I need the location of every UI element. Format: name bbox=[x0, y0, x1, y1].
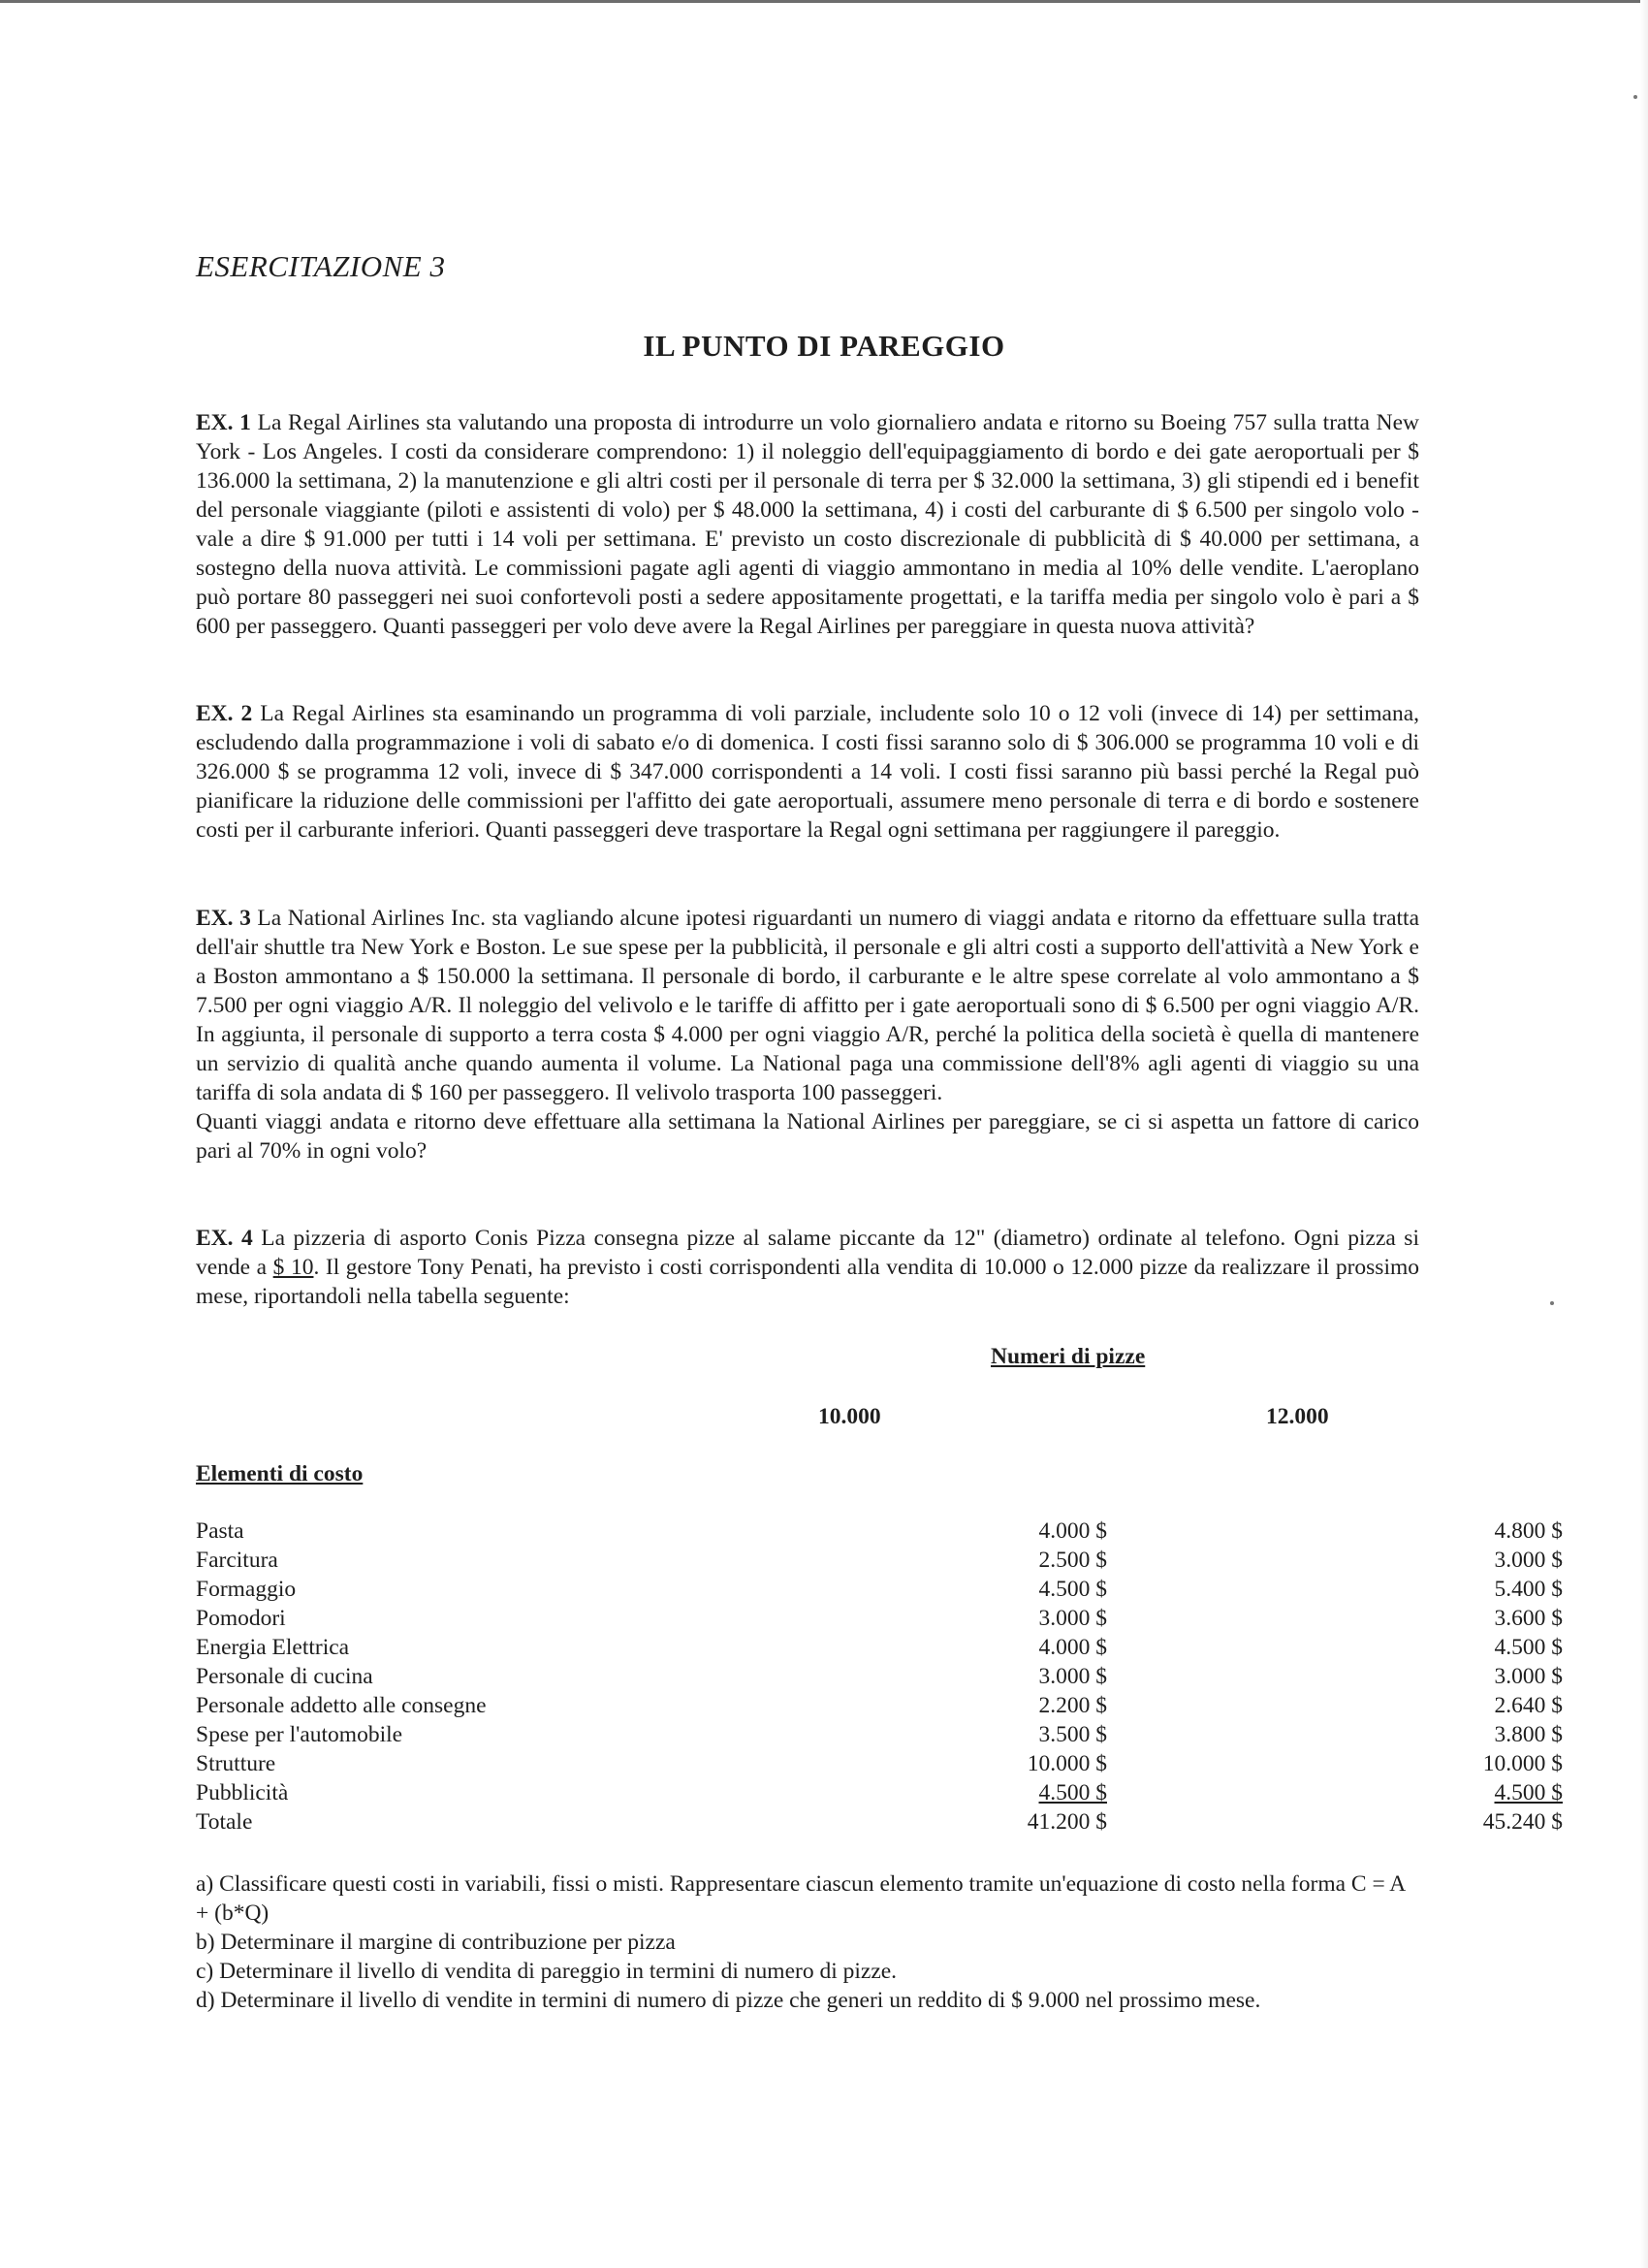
exercise-3 bbox=[196, 904, 1419, 1166]
table-row bbox=[196, 1749, 1563, 1778]
cost-item-label: Pasta bbox=[196, 1518, 244, 1544]
table-row bbox=[196, 1633, 1563, 1662]
table-row bbox=[196, 1720, 1563, 1749]
cost-10000: 3.000 $ bbox=[1038, 1606, 1107, 1631]
exercise-text: La National Airlines Inc. sta vagliando alcune ipotesi riguardanti un numero di viaggi andata e ritorno da effettuare sulla tratta dell'air shuttle tra New York e Boston. Le sue spese per la pubblicità, il personale e gli altri costi a supporto dell'attività a New York e a Boston ammontano a $ 150.000 la settimana. Il personale di bordo, il carburante e le altre spese correlate al volo ammontano a $ 7.500 per ogni viaggio A/R. Il noleggio del velivolo e le tariffe di affitto per i gate aeroportuali sono di $ 6.500 per ogni viaggio A/R. In aggiunta, il personale di supporto a terra costa $ 4.000 per ogni viaggio A/R, perché la politica della società è quella di mantenere un servizio di qualità anche quando aumenta il volume. La National paga una commissione dell'8% agli agenti di viaggio su una tariffa di sola andata di $ 160 per passeggero. Il velivolo trasporta 100 passeggeri. bbox=[196, 906, 1419, 1105]
cost-10000: 3.500 $ bbox=[1038, 1722, 1107, 1747]
column-header-12000: 12.000 bbox=[1266, 1404, 1329, 1429]
exercise-1 bbox=[196, 408, 1419, 641]
exercise-text: La Regal Airlines sta valutando una proposta di introdurre un volo giornaliero andata e ritorno su Boeing 757 sulla tratta New York - Los Angeles. I costi da considerare comprendono: 1) il noleggio dell'equipaggiamento di bordo e dei gate aeroportuali per $ 136.000 la settimana, 2) la manutenzione e gli altri costi per il personale di terra per $ 32.000 la settimana, 3) gli stipendi ed i benefit del personale viaggiante (piloti e assistenti di volo) per $ 48.000 la settimana, 4) i costi del carburante di $ 6.500 per singolo volo - vale a dire $ 91.000 per tutti i 14 voli per settimana. E' previsto un costo discrezionale di pubblicità di $ 40.000 per settimana, a sostegno della nuova attività. Le commissioni pagate agli agenti di viaggio ammontano in media al 10% delle vendite. L'aeroplano può portare 80 passeggeri nei suoi confortevoli posti a sedere appositamente progettati, e la tariffa media per singolo volo è pari a $ 600 per passeggero. Quanti passeggeri per volo deve avere la Regal Airlines per pareggiare in questa nuova attività? bbox=[196, 410, 1419, 639]
cost-10000: 2.200 $ bbox=[1038, 1693, 1107, 1718]
table-row bbox=[196, 1778, 1563, 1807]
exercise-text: La pizzeria di asporto Conis Pizza consegna pizze al salame piccante da 12" (diametro) ordinate al telefono. Ogni pizza si vende a bbox=[196, 1226, 1419, 1280]
cost-10000: 4.500 $ bbox=[1038, 1577, 1107, 1602]
cost-items-heading: Elementi di costo bbox=[196, 1461, 364, 1486]
cost-10000: 4.000 $ bbox=[1038, 1635, 1107, 1660]
exercise-4 bbox=[196, 1224, 1419, 1311]
cost-12000: 10.000 $ bbox=[1482, 1751, 1563, 1776]
cost-10000: 4.500 $ bbox=[1038, 1780, 1107, 1805]
exercise-label: EX. 1 bbox=[196, 410, 251, 435]
cost-item-label: Personale di cucina bbox=[196, 1664, 373, 1689]
cost-item-label: Formaggio bbox=[196, 1577, 297, 1602]
cost-12000: 3.000 $ bbox=[1494, 1664, 1563, 1689]
question-a: a) Classificare questi costi in variabili, fissi o misti. Rappresentare ciascun elemento tramite un'equazione di costo nella forma C = A + (b*Q) bbox=[196, 1871, 1405, 1926]
table-row bbox=[196, 1517, 1563, 1546]
cost-item-label: Totale bbox=[196, 1809, 253, 1835]
exercise-text: La Regal Airlines sta esaminando un programma di voli parziale, includente solo 10 o 12 voli (invece di 14) per settimana, escludendo dalla programmazione i voli di sabato e/o di domenica. I costi fissi saranno solo di $ 306.000 se programma 10 voli e di 326.000 $ se programma 12 voli, invece di $ 347.000 corrispondenti a 14 voli. I costi fissi saranno più bassi perché la Regal può pianificare la riduzione delle commissioni per l'affitto dei gate aeroportuali, assumere meno personale di terra e di bordo e sostenere costi per il carburante inferiori. Quanti passeggeri deve trasportare la Regal ogni settimana per raggiungere il pareggio. bbox=[196, 701, 1420, 843]
cost-10000: 2.500 $ bbox=[1038, 1548, 1107, 1573]
cost-item-label: Personale addetto alle consegne bbox=[196, 1693, 487, 1718]
page-title: IL PUNTO DI PAREGGIO bbox=[643, 329, 1005, 363]
exercise-2 bbox=[196, 699, 1419, 845]
exercise-label: EX. 2 bbox=[196, 701, 253, 726]
cost-10000: 4.000 $ bbox=[1038, 1518, 1107, 1544]
scan-speck bbox=[1633, 95, 1637, 99]
cost-item-label: Strutture bbox=[196, 1751, 276, 1776]
cost-item-label: Farcitura bbox=[196, 1548, 278, 1573]
cost-12000: 2.640 $ bbox=[1494, 1693, 1563, 1718]
question-c: c) Determinare il livello di vendita di pareggio in termini di numero di pizze. bbox=[196, 1959, 898, 1984]
table-row bbox=[196, 1604, 1563, 1633]
cost-12000: 4.800 $ bbox=[1494, 1518, 1563, 1544]
question-d: d) Determinare il livello di vendite in termini di numero di pizze che generi un reddito di $ 9.000 nel prossimo mese. bbox=[196, 1988, 1261, 2013]
cost-item-label: Pubblicità bbox=[196, 1780, 289, 1805]
series-title: ESERCITAZIONE 3 bbox=[196, 249, 446, 283]
column-header-10000: 10.000 bbox=[818, 1404, 881, 1429]
question-list bbox=[196, 1869, 1419, 2015]
cost-12000: 45.240 $ bbox=[1482, 1809, 1563, 1835]
cost-item-label: Spese per l'automobile bbox=[196, 1722, 403, 1747]
table-heading: Numeri di pizze bbox=[991, 1344, 1146, 1369]
cost-10000: 41.200 $ bbox=[1027, 1809, 1107, 1835]
cost-12000: 4.500 $ bbox=[1494, 1635, 1563, 1660]
exercise-label: EX. 3 bbox=[196, 906, 251, 931]
cost-item-label: Energia Elettrica bbox=[196, 1635, 350, 1660]
table-row bbox=[196, 1691, 1563, 1720]
exercise-question: Quanti viaggi andata e ritorno deve effettuare alla settimana la National Airlines per pareggiare, se ci si aspetta un fattore di carico pari al 70% in ogni volo? bbox=[196, 1109, 1419, 1164]
cost-table bbox=[196, 1517, 1563, 1837]
exercise-label: EX. 4 bbox=[196, 1226, 253, 1251]
cost-10000: 10.000 $ bbox=[1027, 1751, 1107, 1776]
question-b: b) Determinare il margine di contribuzione per pizza bbox=[196, 1930, 676, 1955]
scan-speck bbox=[1550, 1301, 1554, 1305]
cost-12000: 4.500 $ bbox=[1494, 1780, 1563, 1805]
cost-12000: 3.800 $ bbox=[1494, 1722, 1563, 1747]
cost-12000: 5.400 $ bbox=[1494, 1577, 1563, 1602]
pizza-price: $ 10 bbox=[272, 1255, 314, 1280]
scan-border-top bbox=[0, 0, 1648, 3]
table-row bbox=[196, 1575, 1563, 1604]
exercise-text: . Il gestore Tony Penati, ha previsto i costi corrispondenti alla vendita di 10.000 o 12.000 pizze da realizzare il prossimo mese, riportandoli nella tabella seguente: bbox=[196, 1255, 1420, 1309]
cost-item-label: Pomodori bbox=[196, 1606, 286, 1631]
cost-10000: 3.000 $ bbox=[1038, 1664, 1107, 1689]
table-row bbox=[196, 1807, 1563, 1837]
table-row bbox=[196, 1546, 1563, 1575]
table-row bbox=[196, 1662, 1563, 1691]
cost-12000: 3.000 $ bbox=[1494, 1548, 1563, 1573]
cost-12000: 3.600 $ bbox=[1494, 1606, 1563, 1631]
